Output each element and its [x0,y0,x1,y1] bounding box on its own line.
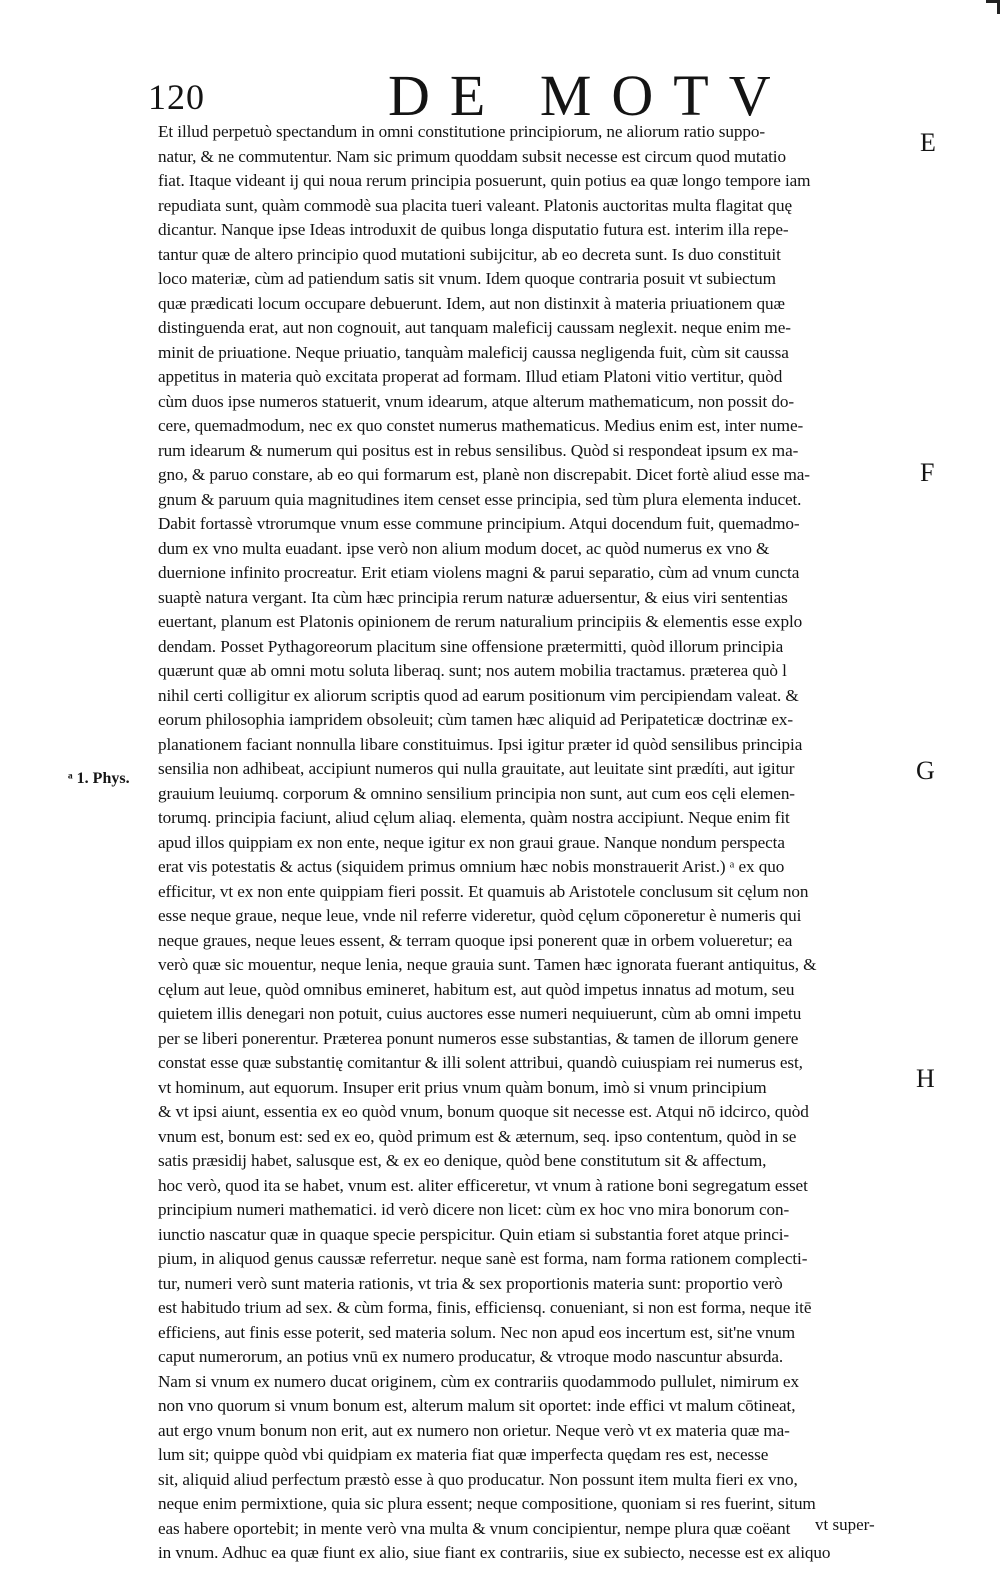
text-line: efficiens, aut finis esse poterit, sed materia solum. Nec non apud eos incertum est, sit'ne vnum [158,1322,796,1342]
text-line: est habitudo trium ad sex. & cùm forma, finis, efficiensq. conueniant, si non est forma, neque itē [158,1298,812,1317]
text-line: planationem faciant nonnulla libare constituimus. Ipsi igitur præter id quòd sensilibus principia [158,734,803,754]
text-line: esse neque graue, neque leue, vnde nil referre videretur, quòd cęlum cōponeretur è numeris qui [158,906,802,925]
text-line: distinguenda erat, aut non cognouit, aut tanquam maleficij caussam neglexit. neque enim me- [158,318,791,337]
text-line: quærunt quæ ab omni motu soluta liberaq. sunt; nos autem mobilia tractamus. præterea quò l [158,661,787,680]
text-line: Nam si vnum ex numero ducat originem, cùm ex contrariis quodammodo pullulet, nimirum ex [158,1371,799,1391]
margin-letter-f: F [920,458,935,487]
text-line: principium numeri mathematici. id verò dicere non licet: cùm ex hoc vno mira bonorum con- [158,1200,790,1219]
text-line: minit de priuatione. Neque priuatio, tanquàm maleficij caussa negligenda fuit, cùm sit caussa [158,342,789,362]
text-line: in vnum. Adhuc ea quæ fiunt ex alio, siue fiant ex contrariis, siue ex subiecto, necesse est ex aliquo [158,1543,831,1562]
catchword: vt super- [815,1515,875,1534]
text-line: eas habere oportebit; in mente verò vna multa & vnum concipientur, nempe plura quæ coëant [158,1518,791,1538]
text-line: suaptè natura vergant. Ita cùm hæc principia rerum naturæ aduersentur, & eius viri sententias [158,587,788,607]
text-line: efficitur, vt ex non ente quippiam fieri possit. Et quamuis ab Aristotele conclusum sit cęlum non [158,881,809,901]
text-line: neque graues, neque leues essent, & terram quoque ipsi ponerent quæ in orbem volueretur; ea [158,930,793,950]
text-line: natur, & ne commutentur. Nam sic primum quoddam subsit necesse est circum quod mutatio [158,146,786,166]
text-line: tantur quæ de altero principio quod mutationi subijcitur, ab eo decreta sunt. Is duo constituit [158,244,781,264]
text-line: quæ prædicati locum occupare debuerunt. Idem, aut non distinxit à materia priuationem quæ [158,293,785,313]
margin-reference-note: ᵃ 1. Phys. [68,770,130,787]
text-line: cere, quemadmodum, nec ex quo constet numerus mathematicus. Medius enim est, inter nume- [158,416,804,435]
text-line: erat vis potestatis & actus (siquidem primus omnium hæc nobis monstrauerit Arist.) ᵃ ex quo [158,857,785,876]
margin-letter-g: G [916,756,935,785]
text-line: euertant, planum est Platonis opinionem de rerum naturalium principiis & elementis esse explo [158,612,803,631]
margin-letter-e: E [920,128,936,157]
text-line: tur, numeri verò sunt materia rationis, vt tria & sex proportionis materia sunt: proportio verò [158,1273,783,1293]
text-line: constat esse quæ substantię comitantur & illi solent attribui, quandò cuiuspiam rei numerus est, [158,1053,803,1072]
text-line: & vt ipsi aiunt, essentia ex eo quòd vnum, bonum quoque sit necesse est. Atqui nō idcirco, quòd [158,1102,809,1121]
margin-letter-h: H [916,1064,935,1093]
running-head: DE MOTV [388,63,791,128]
text-line: sit, aliquid aliud perfectum præstò esse à quo producatur. Non possunt item multa fieri ex vno, [158,1469,798,1489]
text-line: repudiata sunt, quàm commodè sua placita tueri valeant. Platonis auctoritas multa flagitat quę [158,195,792,215]
text-line: Dabit fortassè vtrorumque vnum esse commune principium. Atqui docendum fuit, quemadmo- [158,514,800,533]
text-line: apud illos quippiam ex non ente, neque igitur ex non graui graue. Nanque nondum perspecta [158,832,785,852]
text-line: duernione infinito procreatur. Erit etiam violens magni & parui separatio, cùm ad vnum cuncta [158,563,800,582]
text-line: vnum est, bonum est: sed ex eo, quòd primum est & æternum, seq. ipso contentum, quòd in se [158,1126,797,1146]
text-line: eorum philosophia iampridem obsoleuit; cùm tamen hæc aliquid ad Peripateticæ doctrinæ ex- [158,710,794,729]
text-line: satis præsidij habet, salusque est, & ex eo denique, quòd bene constitutum sit & affectum, [158,1151,767,1170]
text-line: pium, in aliquod genus caussæ referretur. neque sanè est forma, nam forma rationem complecti- [158,1249,808,1268]
text-line: per se liberi ponerentur. Præterea ponunt numeros esse substantias, & tamen de illorum genere [158,1028,799,1048]
text-line: verò quæ sic mouentur, neque lenia, neque grauia sunt. Tamen hæc ignorata fuerant antiquitus, & [158,955,817,974]
text-line: torumq. principia faciunt, aliud cęlum aliaq. elementa, quàm nostra accipiunt. Neque enim fit [158,808,790,827]
text-line: dendam. Posset Pythagoreorum placitum sine offensione prætermitti, quòd illorum principia [158,636,784,656]
text-line: neque enim permixtione, quia sic plura essent; neque compositione, quoniam si res fuerint, situm [158,1494,816,1513]
text-line: loco materiæ, cùm ad patiendum satis sit vnum. Idem quoque contraria posuit vt subiectum [158,269,776,288]
text-line: gnum & paruum quia magnitudines item censet esse principia, sed tùm plura elementa inducet. [158,489,802,509]
text-line: dum ex vno multa euadant. ipse verò non alium modum docet, ac quòd numerus ex vno & [158,538,770,558]
text-line: gno, & paruo constare, ab eo qui formarum est, planè non discrepabit. Dicet fortè aliud esse ma- [158,465,810,484]
text-line: fiat. Itaque videant ij qui noua rerum principia posuerunt, quin potius ea quæ longo tempore iam [158,171,811,190]
page-number: 120 [148,77,205,117]
text-line: sensilia non adhibeat, accipiunt numeros qui nulla grauitate, aut leuitate sint prædíti, aut igitur [158,759,795,778]
text-line: iunctio nascatur quæ in quaque specie perspicitur. Quin etiam si substantia foret atque princi- [158,1224,790,1244]
page-header [148,62,868,128]
text-line: quietem illis denegari non potuit, cuius auctores esse numeri nequiuerunt, cùm ab omni impetu [158,1004,802,1023]
text-line: aut ergo vnum bonum non erit, aut ex numero non orietur. Neque verò vt ex materia quæ ma- [158,1420,790,1440]
text-line: rum idearum & numerum qui positus est in rebus sensilibus. Quòd si respondeat ipsum ex ma- [158,440,799,460]
text-line: lum sit; quippe quòd vbi quidpiam ex materia fiat quæ imperfecta quędam res est, necesse [158,1445,769,1464]
scan-corner-mark [986,0,1000,14]
text-line: nihil certi colligitur ex aliorum scriptis quod ad earum positionum vim percipiendam valeat. & [158,685,799,705]
text-line: Et illud perpetuò spectandum in omni constitutione principiorum, ne aliorum ratio suppo- [158,122,765,141]
text-line: vt hominum, aut equorum. Insuper erit prius vnum quàm bonum, imò si vnum principium [158,1077,767,1097]
body-text [158,120,910,1566]
text-line: caput numerorum, an potius vnū ex numero producatur, & vtroque modo nascuntur absurda. [158,1347,784,1366]
text-line: cęlum aut leue, quòd omnibus emineret, habitum est, aut quòd impetus innatus ad motum, seu [158,979,795,999]
text-line: dicantur. Nanque ipse Ideas introduxit de quibus longa disputatio futura est. interim illa repe- [158,220,789,239]
text-line: non vno quorum si vnum bonum est, alterum malum sit oportet: inde effici vt malum cōtineat, [158,1396,796,1415]
text-line: hoc verò, quod ita se habet, vnum est. aliter efficeretur, vt vnum à ratione boni segregatum esset [158,1175,808,1195]
text-line: appetitus in materia quò excitata properat ad formam. Illud etiam Platoni vitio vertitur, quòd [158,367,783,386]
text-line: grauium leuiumq. corporum & omnino sensilium principia non sunt, aut cum eos cęli elemen- [158,783,795,803]
text-line: cùm duos ipse numeros statuerit, vnum idearum, atque alterum mathematicum, non possit do- [158,391,794,411]
